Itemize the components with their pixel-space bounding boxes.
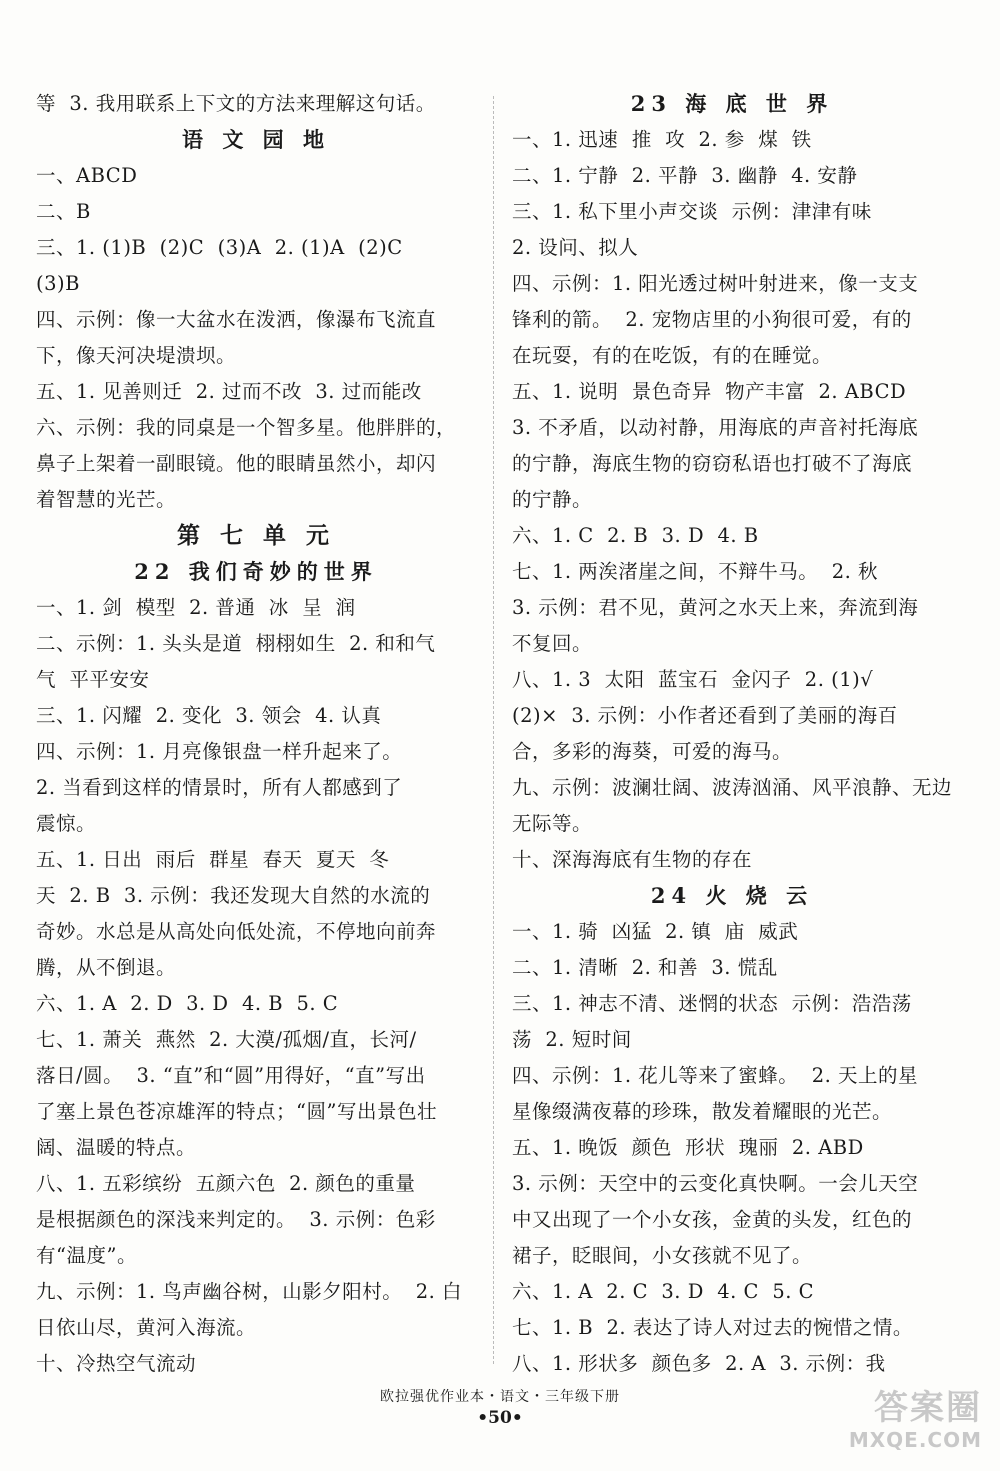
answer-line: 九、示例：1. 鸟声幽谷树，山影夕阳村。 2. 白 (36, 1280, 463, 1303)
answer-line: 天 2. B 3. 示例：我还发现大自然的水流的 (36, 884, 431, 907)
answer-line: 着智慧的光芒。 (36, 488, 177, 511)
answer-line: 鼻子上架着一副眼镜。他的眼睛虽然小，却闪 (36, 452, 437, 475)
section-heading: 语 文 园 地 (182, 127, 330, 152)
answer-line: 等 3. 我用联系上下文的方法来理解这句话。 (36, 92, 436, 115)
answer-line: 日依山尽，黄河入海流。 (36, 1316, 257, 1339)
answer-line: 二、示例：1. 头头是道 栩栩如生 2. 和和气 (36, 632, 436, 655)
answer-line: 腾，从不倒退。 (36, 956, 177, 979)
column-divider (493, 96, 494, 1364)
answer-line: 五、1. 见善则迁 2. 过而不改 3. 过而能改 (36, 380, 422, 403)
answer-line: 四、示例：1. 花儿等来了蜜蜂。 2. 天上的星 (512, 1064, 919, 1087)
answer-line: 八、1. 五彩缤纷 五颜六色 2. 颜色的重量 (36, 1172, 416, 1195)
section-heading: 24 火 烧 云 (650, 883, 814, 908)
answer-line: 3. 示例：天空中的云变化真快啊。一会儿天空 (512, 1172, 919, 1195)
answer-line: 气 平平安安 (36, 668, 150, 691)
answer-line: 二、1. 宁静 2. 平静 3. 幽静 4. 安静 (512, 164, 858, 187)
answer-line: 四、示例：1. 阳光透过树叶射进来，像一支支 (512, 272, 919, 295)
answer-line: (3)B (36, 272, 80, 295)
answer-line: 三、1. (1)B (2)C (3)A 2. (1)A (2)C (36, 236, 403, 259)
answer-line: 六、1. C 2. B 3. D 4. B (512, 524, 759, 547)
answer-line: 合，多彩的海葵，可爱的海马。 (512, 740, 793, 763)
answer-line: 八、1. 3 太阳 蓝宝石 金闪子 2. (1)√ (512, 668, 874, 691)
answer-line: 二、1. 清晰 2. 和善 3. 慌乱 (512, 956, 778, 979)
answer-line: 3. 不矛盾，以动衬静，用海底的声音衬托海底 (512, 416, 919, 439)
answer-line: 四、示例：1. 月亮像银盘一样升起来了。 (36, 740, 403, 763)
watermark-text: 答案圈 (874, 1388, 982, 1428)
answer-line: 九、示例：波澜壮阔、波涛汹涌、风平浪静、无边 (512, 776, 953, 799)
answer-line: 2. 当看到这样的情景时，所有人都感到了 (36, 776, 403, 799)
unit-heading: 第 七 单 元 (176, 522, 336, 549)
answer-line: 星像缀满夜幕的珍珠，散发着耀眼的光芒。 (512, 1100, 893, 1123)
answer-line: (2)× 3. 示例：小作者还看到了美丽的海百 (512, 704, 898, 727)
answer-line: 无际等。 (512, 812, 593, 835)
answer-line: 六、示例：我的同桌是一个智多星。他胖胖的， (36, 416, 457, 439)
answer-line: 的宁静，海底生物的窃窃私语也打破不了海底 (512, 452, 913, 475)
answer-line: 下，像天河决堤溃坝。 (36, 344, 237, 367)
answer-line: 八、1. 形状多 颜色多 2. A 3. 示例：我 (512, 1352, 886, 1375)
answer-line: 三、1. 神志不清、迷惘的状态 示例：浩浩荡 (512, 992, 912, 1015)
answer-line: 荡 2. 短时间 (512, 1028, 632, 1051)
answer-line: 二、B (36, 200, 91, 223)
answer-line: 锋利的箭。 2. 宠物店里的小狗很可爱，有的 (512, 308, 912, 331)
answer-line: 三、1. 私下里小声交谈 示例：津津有味 (512, 200, 872, 223)
answer-line: 一、1. 迅速 推 攻 2. 参 煤 铁 (512, 128, 812, 151)
answer-line: 奇妙。水总是从高处向低处流，不停地向前奔 (36, 920, 437, 943)
watermark-url: MXQE.COM (848, 1428, 982, 1452)
answer-line: 震惊。 (36, 812, 97, 835)
left-column (36, 86, 476, 1382)
answer-line: 一、1. 剑 模型 2. 普通 冰 呈 润 (36, 596, 356, 619)
answer-line: 七、1. 萧关 燕然 2. 大漠/孤烟/直，长河/ (36, 1028, 417, 1051)
answer-line: 三、1. 闪耀 2. 变化 3. 领会 4. 认真 (36, 704, 382, 727)
answer-line: 的宁静。 (512, 488, 593, 511)
answer-line: 有“温度”。 (36, 1244, 137, 1267)
answer-line: 五、1. 日出 雨后 群星 春天 夏天 冬 (36, 848, 390, 871)
page-number: •50• (477, 1408, 523, 1428)
section-heading: 23 海 底 世 界 (630, 91, 834, 116)
answer-line: 六、1. A 2. D 3. D 4. B 5. C (36, 992, 339, 1015)
answer-line: 在玩耍，有的在吃饭，有的在睡觉。 (512, 344, 833, 367)
answer-line: 六、1. A 2. C 3. D 4. C 5. C (512, 1280, 815, 1303)
answer-line: 七、1. B 2. 表达了诗人对过去的惋惜之情。 (512, 1316, 913, 1339)
right-column (512, 86, 952, 1382)
section-heading: 22 我们奇妙的世界 (134, 559, 378, 584)
answer-line: 五、1. 晚饭 颜色 形状 瑰丽 2. ABD (512, 1136, 864, 1159)
answer-line: 裙子，眨眼间，小女孩就不见了。 (512, 1244, 813, 1267)
answer-line: 七、1. 两涘渚崖之间，不辩牛马。 2. 秋 (512, 560, 879, 583)
answer-line: 一、1. 骑 凶猛 2. 镇 庙 威武 (512, 920, 799, 943)
answer-line: 五、1. 说明 景色奇异 物产丰富 2. ABCD (512, 380, 907, 403)
answer-line: 落日/圆。 3. “直”和“圆”用得好，“直”写出 (36, 1064, 426, 1087)
answer-line: 了塞上景色苍凉雄浑的特点；“圆”写出景色壮 (36, 1100, 437, 1123)
answer-line: 阔、温暖的特点。 (36, 1136, 197, 1159)
answer-line: 中又出现了一个小女孩，金黄的头发，红色的 (512, 1208, 913, 1231)
answer-line: 不复回。 (512, 632, 593, 655)
answer-line: 十、冷热空气流动 (36, 1352, 197, 1375)
book-title: 欧拉强优作业本・语文・三年级下册 (380, 1389, 620, 1405)
watermark-logo (822, 1388, 982, 1460)
answer-line: 3. 示例：君不见，黄河之水天上来，奔流到海 (512, 596, 919, 619)
answer-line: 四、示例：像一大盆水在泼洒，像瀑布飞流直 (36, 308, 437, 331)
answer-line: 是根据颜色的深浅来判定的。 3. 示例：色彩 (36, 1208, 436, 1231)
answer-line: 十、深海海底有生物的存在 (512, 848, 753, 871)
answer-line: 2. 设问、拟人 (512, 236, 639, 259)
answer-line: 一、ABCD (36, 164, 138, 187)
